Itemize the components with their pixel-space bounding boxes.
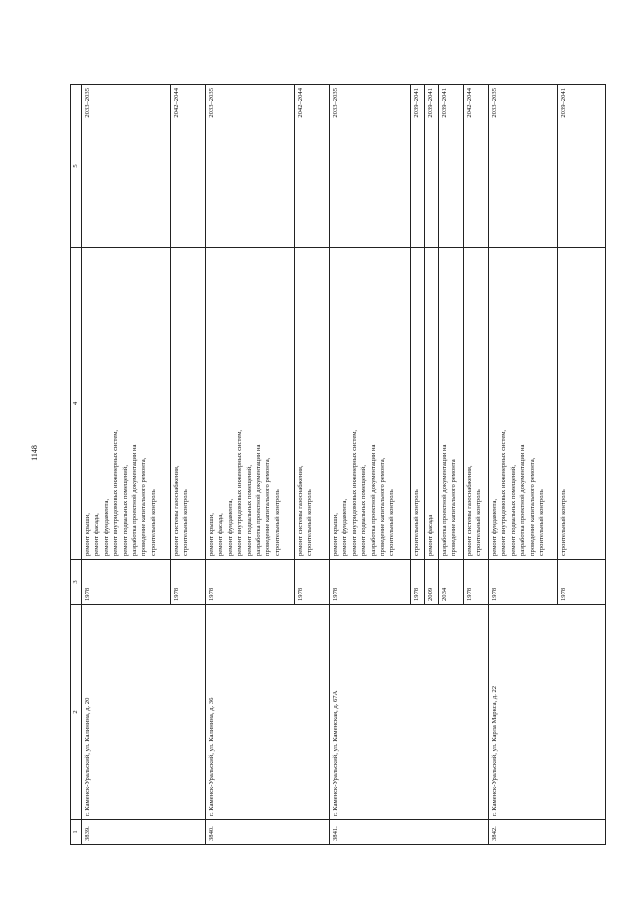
work-item: ремонт фасада xyxy=(427,514,434,556)
work-item: ремонт внутридомовых инженерных систем, xyxy=(112,429,120,556)
column-header: 4 xyxy=(71,248,82,560)
row-year: 1978 xyxy=(558,560,606,605)
row-period: 2039–2041 xyxy=(558,85,606,248)
work-item: проведение капитального ремонта, xyxy=(140,457,148,556)
header-row xyxy=(71,85,82,845)
row-year: 2009 xyxy=(425,560,439,605)
work-item: строительный контроль xyxy=(413,489,420,556)
row-works xyxy=(425,248,439,560)
work-item: строительный контроль xyxy=(182,489,190,556)
column-header: 5 xyxy=(71,85,82,248)
entry-number: 3839. xyxy=(82,820,206,845)
row-year: 1978 xyxy=(295,560,330,605)
work-item: ремонт системы газоснабжения, xyxy=(173,465,180,556)
row-year: 1978 xyxy=(82,560,171,605)
row-period: 2033–2035 xyxy=(330,85,411,248)
row-period: 2039–2041 xyxy=(425,85,439,248)
row-year: 1978 xyxy=(206,560,295,605)
row-year: 1978 xyxy=(489,560,558,605)
row-period: 2042–2044 xyxy=(295,85,330,248)
entry-number: 3840. xyxy=(206,820,330,845)
work-item: ремонт фундамента, xyxy=(102,498,110,556)
row-period: 2042–2044 xyxy=(171,85,206,248)
work-item: проведение капитального ремонта xyxy=(450,459,458,556)
work-item: ремонт фундамента, xyxy=(491,498,498,556)
row-year: 1978 xyxy=(171,560,206,605)
row-year: 2034 xyxy=(439,560,464,605)
work-item: строительный контроль xyxy=(560,489,567,556)
row-works xyxy=(439,248,464,560)
work-item: ремонт внутридомовых инженерных систем, xyxy=(500,429,508,556)
row-period: 2033–2035 xyxy=(82,85,171,248)
row-period: 2033–2035 xyxy=(489,85,558,248)
work-item: ремонт системы газоснабжения, xyxy=(297,465,304,556)
row-year: 1978 xyxy=(411,560,425,605)
work-item: ремонт крыши, xyxy=(84,513,91,556)
work-item: строительный контроль xyxy=(149,489,157,556)
row-period: 2033–2035 xyxy=(206,85,295,248)
work-item: ремонт подвальных помещений, xyxy=(360,465,368,556)
work-item: проведение капитального ремонта, xyxy=(528,457,536,556)
work-item: ремонт внутридомовых инженерных систем, xyxy=(350,429,358,556)
work-item: ремонт фасада, xyxy=(217,513,225,556)
row-period: 2039–2041 xyxy=(439,85,464,248)
column-header: 1 xyxy=(71,820,82,845)
work-item: ремонт фасада, xyxy=(93,513,101,556)
row-works xyxy=(295,248,330,560)
work-item: строительный контроль xyxy=(475,489,483,556)
work-item: ремонт подвальных помещений, xyxy=(245,465,253,556)
column-header: 3 xyxy=(71,560,82,605)
entry-address: г. Каменск-Уральский, ул. Каменская, д. 67А xyxy=(330,605,489,820)
work-item: ремонт системы газоснабжения, xyxy=(466,465,473,556)
row-works xyxy=(411,248,425,560)
work-item: разработка проектной документации на xyxy=(369,444,377,556)
work-item: разработка проектной документации на xyxy=(131,444,139,556)
table-row xyxy=(82,85,171,845)
work-item: строительный контроль xyxy=(273,489,281,556)
entry-number: 3841. xyxy=(330,820,489,845)
row-works xyxy=(330,248,411,560)
row-works xyxy=(464,248,489,560)
work-item: разработка проектной документации на xyxy=(441,444,448,556)
row-works xyxy=(171,248,206,560)
work-item: ремонт крыши, xyxy=(208,513,215,556)
work-item: строительный контроль xyxy=(538,489,546,556)
work-item: ремонт подвальных помещений, xyxy=(509,465,517,556)
work-item: ремонт подвальных помещений, xyxy=(121,465,129,556)
work-item: проведение капитального ремонта, xyxy=(264,457,272,556)
table-row xyxy=(489,85,558,845)
work-item: проведение капитального ремонта, xyxy=(379,457,387,556)
table-row xyxy=(206,85,295,845)
row-year: 1978 xyxy=(464,560,489,605)
entry-address: г. Каменск-Уральский, ул. Карла Маркса, д. 22 xyxy=(489,605,606,820)
entry-address: г. Каменск-Уральский, ул. Калинина, д. 36 xyxy=(206,605,330,820)
work-item: ремонт фундамента, xyxy=(341,498,349,556)
row-works xyxy=(206,248,295,560)
row-year: 1978 xyxy=(330,560,411,605)
row-works xyxy=(558,248,606,560)
table-row xyxy=(330,85,411,845)
work-item: строительный контроль xyxy=(388,489,396,556)
row-period: 2042–2044 xyxy=(464,85,489,248)
entry-address: г. Каменск-Уральский, ул. Калинина, д. 20 xyxy=(82,605,206,820)
row-works xyxy=(489,248,558,560)
register-table xyxy=(70,84,606,845)
row-period: 2039–2041 xyxy=(411,85,425,248)
entry-number: 3842. xyxy=(489,820,606,845)
work-item: строительный контроль xyxy=(306,489,314,556)
work-item: ремонт внутридомовых инженерных систем, xyxy=(236,429,244,556)
work-item: разработка проектной документации на xyxy=(519,444,527,556)
column-header: 2 xyxy=(71,605,82,820)
page-number: 1148 xyxy=(30,445,39,461)
row-works xyxy=(82,248,171,560)
table-body xyxy=(82,85,606,845)
work-item: разработка проектной документации на xyxy=(255,444,263,556)
register-table-container xyxy=(70,85,595,845)
work-item: ремонт крыши, xyxy=(332,513,339,556)
work-item: ремонт фундамента, xyxy=(226,498,234,556)
